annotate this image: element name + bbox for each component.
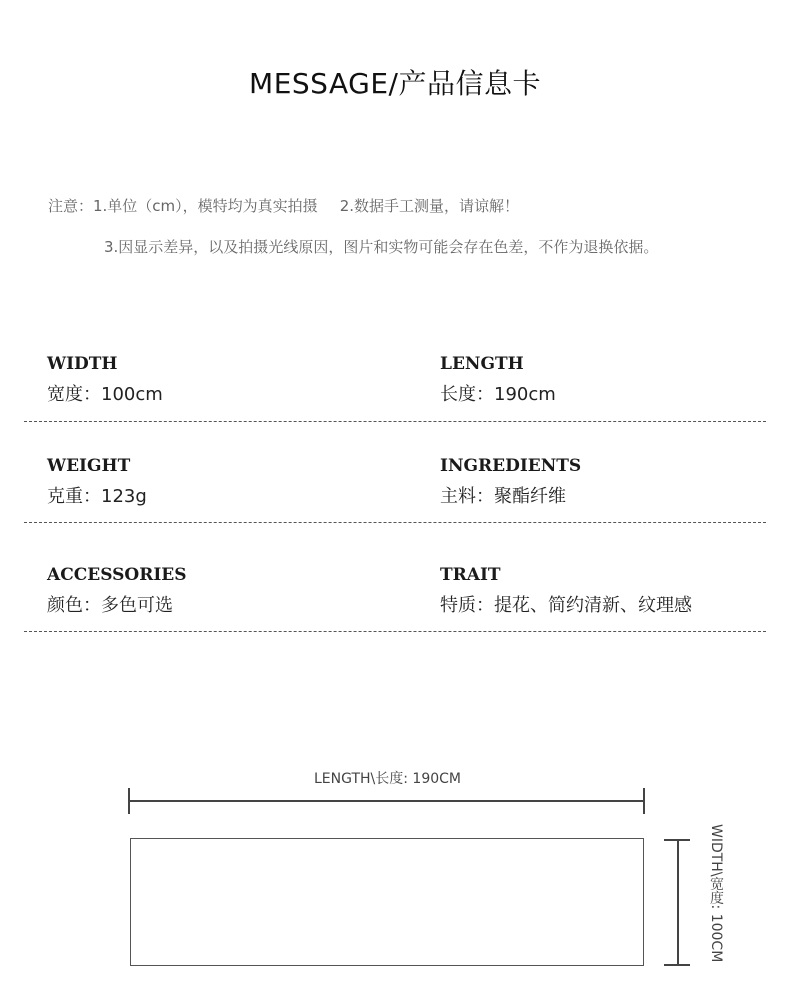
spec-accessories-label: ACCESSORIES bbox=[47, 565, 187, 585]
width-dimension-line bbox=[677, 840, 679, 966]
spec-weight bbox=[47, 456, 147, 508]
spec-row-material bbox=[24, 456, 766, 516]
notice-line-2: 3.因显示差异，以及拍摄光线原因，图片和实物可能会存在色差，不作为退换依据。 bbox=[104, 238, 659, 256]
spec-accessories-value: 颜色：多色可选 bbox=[47, 595, 173, 616]
notice-text-unit: 注意：1.单位（cm），模特均为真实拍摄 bbox=[48, 197, 318, 215]
spec-width bbox=[47, 354, 163, 406]
width-tick-bottom bbox=[664, 964, 690, 966]
scarf-outline bbox=[130, 838, 644, 966]
spec-weight-value: 克重：123g bbox=[47, 486, 147, 507]
diagram-width-label: WIDTH\宽度: 100CM bbox=[708, 824, 724, 963]
spec-accessories bbox=[47, 565, 187, 617]
width-tick-top bbox=[664, 839, 690, 841]
spec-divider bbox=[24, 421, 766, 422]
spec-width-value: 宽度：100cm bbox=[47, 384, 163, 405]
length-tick-left bbox=[128, 788, 130, 814]
spec-trait-value: 特质：提花、简约清新、纹理感 bbox=[440, 595, 692, 616]
length-tick-right bbox=[643, 788, 645, 814]
notice-text-measure: 2.数据手工测量，请谅解！ bbox=[339, 197, 520, 215]
spec-divider bbox=[24, 522, 766, 523]
spec-trait-label: TRAIT bbox=[440, 565, 501, 585]
spec-trait bbox=[440, 565, 692, 617]
spec-weight-label: WEIGHT bbox=[47, 456, 131, 476]
spec-ingredients-value: 主料：聚酯纤维 bbox=[440, 486, 566, 507]
spec-width-label: WIDTH bbox=[47, 354, 118, 374]
length-dimension-line bbox=[130, 800, 645, 802]
spec-row-dimensions bbox=[24, 354, 766, 414]
page-title: MESSAGE/产品信息卡 bbox=[249, 67, 541, 100]
spec-length-label: LENGTH bbox=[440, 354, 524, 374]
diagram-length-label: LENGTH\长度: 190CM bbox=[313, 771, 461, 787]
spec-row-style bbox=[24, 565, 766, 625]
spec-length-value: 长度：190cm bbox=[440, 384, 556, 405]
spec-divider bbox=[24, 631, 766, 632]
spec-ingredients bbox=[440, 456, 581, 508]
spec-length bbox=[440, 354, 556, 406]
spec-ingredients-label: INGREDIENTS bbox=[440, 456, 582, 476]
notice-line-1 bbox=[48, 195, 519, 216]
